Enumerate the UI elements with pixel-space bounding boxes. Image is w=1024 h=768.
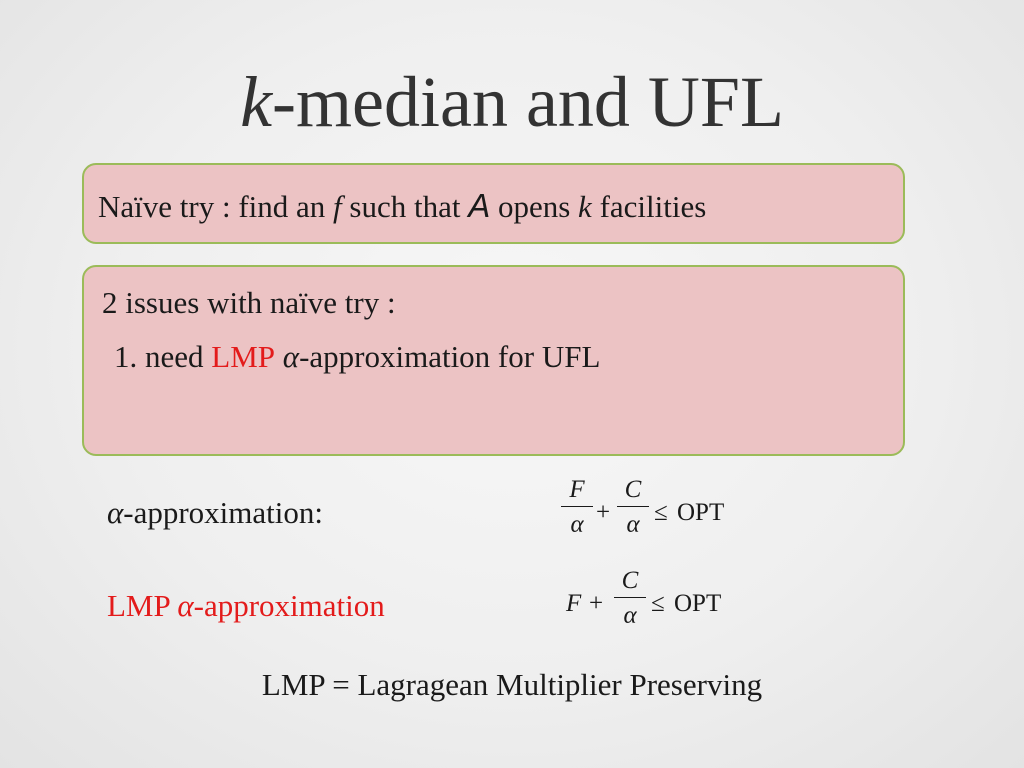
var-a: A bbox=[468, 187, 491, 224]
frac-den-alpha: α bbox=[623, 602, 637, 629]
lmp-prefix: LMP bbox=[107, 588, 178, 623]
plus-sign: + bbox=[596, 499, 611, 526]
issue-1 bbox=[114, 339, 600, 375]
frac-bar bbox=[617, 506, 649, 507]
issue-1-prefix: 1. need bbox=[114, 339, 212, 374]
lmp-label-text: -approximation bbox=[193, 588, 385, 623]
issue-1-suffix: -approximation for UFL bbox=[299, 339, 601, 374]
issues-heading: 2 issues with naïve try : bbox=[102, 285, 396, 320]
lmp-alpha: α bbox=[177, 588, 194, 623]
naive-try-part3: opens bbox=[490, 189, 579, 224]
frac-den-alpha: α bbox=[570, 511, 584, 538]
frac-den-alpha: α bbox=[626, 511, 640, 538]
slide-title bbox=[0, 62, 1024, 142]
naive-try-part1: Naïve try : find an bbox=[98, 189, 334, 224]
issues-box bbox=[82, 265, 905, 456]
frac-bar bbox=[561, 506, 593, 507]
lmp-definition: LMP = Lagragean Multiplier Preserving bbox=[261, 667, 763, 702]
frac-f-alpha bbox=[561, 476, 593, 539]
frac-c-alpha bbox=[614, 567, 646, 630]
naive-try-part2: such that bbox=[341, 189, 469, 224]
approx-label bbox=[107, 495, 323, 531]
var-k: k bbox=[578, 189, 592, 224]
naive-try-part4: facilities bbox=[591, 189, 707, 224]
frac-c-alpha bbox=[617, 476, 649, 539]
frac-num-c: C bbox=[624, 476, 642, 503]
frac-num-c: C bbox=[621, 567, 639, 594]
issue-1-lmp: LMP bbox=[211, 339, 276, 374]
naive-try-text bbox=[98, 187, 706, 225]
issue-1-alpha: α bbox=[282, 339, 300, 374]
frac-num-f: F bbox=[569, 476, 585, 503]
leq-sign: ≤ bbox=[651, 590, 665, 617]
title-rest: -median and UFL bbox=[272, 62, 784, 142]
opt-text: OPT bbox=[674, 590, 722, 617]
naive-try-box bbox=[82, 163, 905, 244]
lmp-f: F bbox=[566, 590, 582, 617]
title-k: k bbox=[240, 62, 273, 142]
leq-sign: ≤ bbox=[654, 499, 668, 526]
approx-alpha: α bbox=[107, 495, 124, 530]
opt-text: OPT bbox=[677, 499, 725, 526]
approx-label-text: -approximation: bbox=[123, 495, 324, 530]
var-f: f bbox=[333, 189, 342, 224]
plus-sign: + bbox=[589, 590, 604, 617]
lmp-label bbox=[107, 588, 385, 624]
frac-bar bbox=[614, 597, 646, 598]
